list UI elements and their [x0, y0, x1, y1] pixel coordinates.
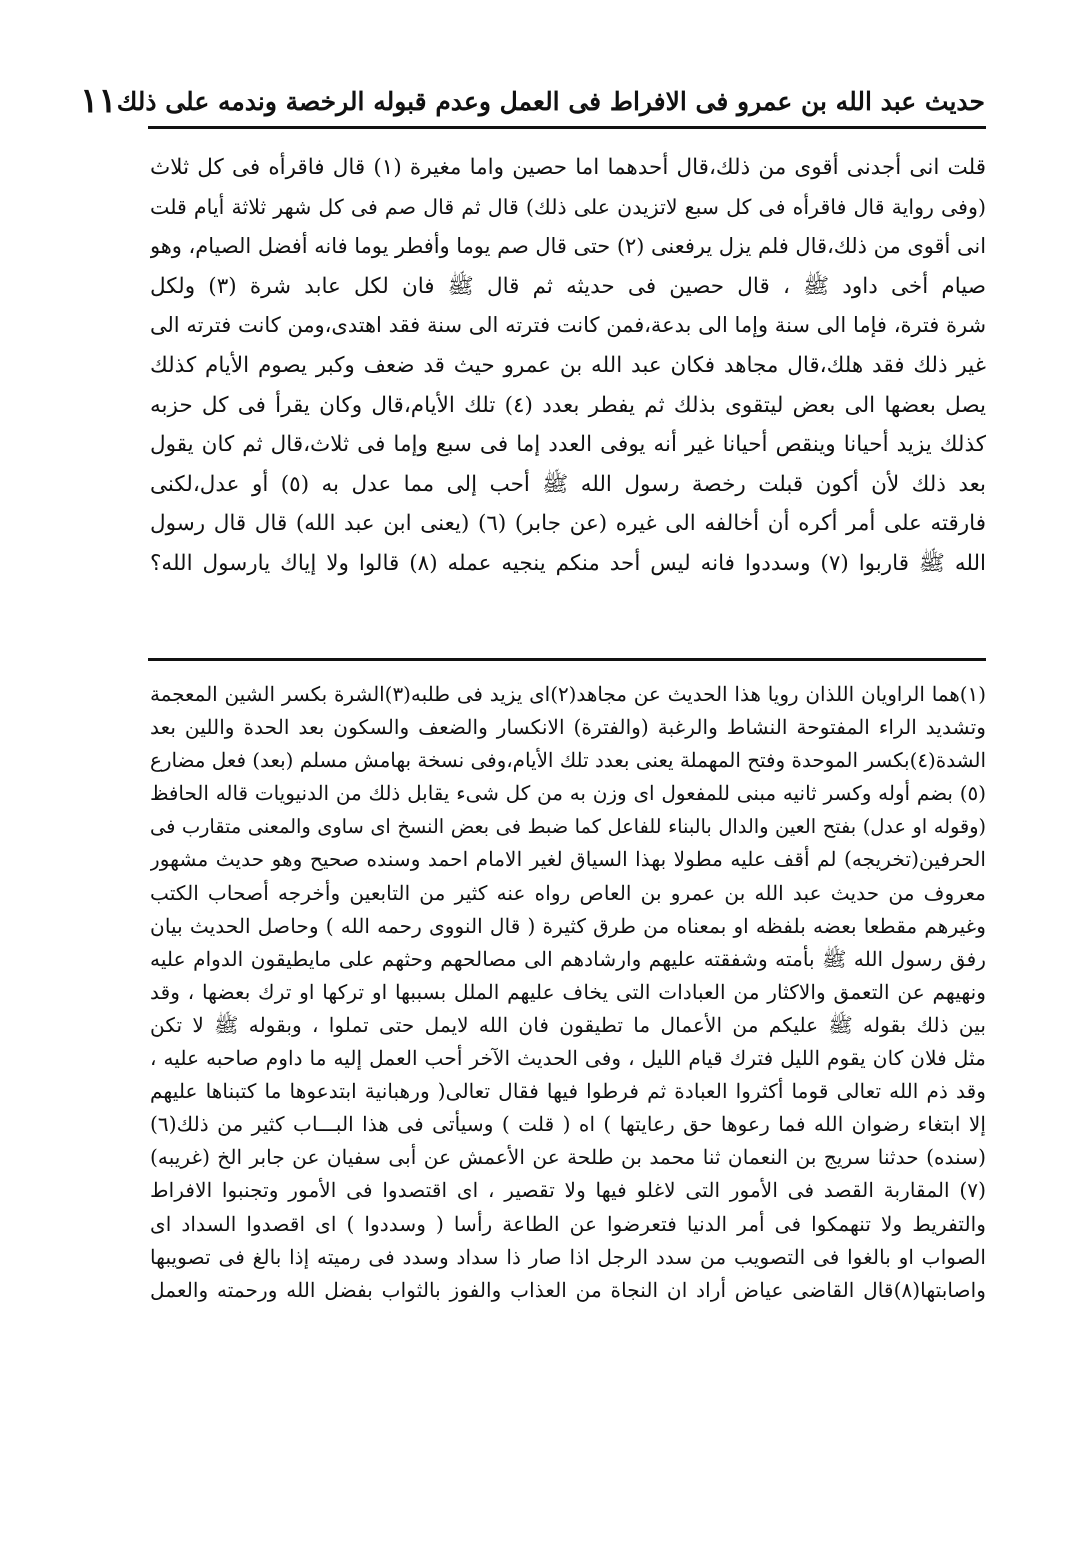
main-text	[150, 148, 986, 584]
main-text-line: بعد ذلك لأن أكون قبلت رخصة رسول الله ﷺ أحب إلى مما عدل به (٥) أو عدل،لكنى	[150, 471, 986, 497]
header-rule	[148, 126, 986, 129]
footnote-line: مثل فلان كان يقوم الليل فترك قيام الليل ، وفى الحديث الآخر أحب العمل إليه ما داوم صاحبه عليه ،	[150, 1046, 986, 1071]
footnote-line: إلا ابتغاء رضوان الله فما رعوها حق رعايتها ) اه ( قلت ) وسيأتى فى هذا البـــاب كثير من ذلك(٦)	[150, 1112, 986, 1137]
footnote-line: معروف من حديث عبد الله بن عمرو بن العاص رواه عنه كثير من التابعين وأخرجه أصحاب الكتب	[150, 880, 986, 905]
footnote-line: (وقوله او عدل) بفتح العين والدال بالبناء للفاعل كما ضبط فى بعض النسخ اى ساوى والمعنى متقارب فى	[150, 815, 986, 839]
footnote-line: الشدة(٤)بكسر الموحدة وفتح المهملة يعنى بعدد تلك الأيام،وفى نسخة بهامش مسلم (بعد) فعل مضارع	[150, 749, 986, 773]
main-text-line: صيام أخى داود ﷺ ، قال حصين فى حديثه ثم قال ﷺ فان لكل عابد شرة (٣) ولكل	[150, 273, 986, 299]
main-text-line: قلت انى أجدنى أقوى من ذلك،قال أحدهما اما حصين واما مغيرة (١) قال فاقرأه فى كل ثلاث	[150, 155, 986, 180]
footnote-line: الصواب او بالغوا فى التصويب من سدد الرجل اذا صار ذا سداد وسدد فى رميته إذا بالغ فى تصويبها	[150, 1244, 986, 1269]
main-text-line: غير ذلك فقد هلك،قال مجاهد فكان عبد الله بن عمرو حيث قد ضعف وكبر يصوم الأيام كذلك	[150, 352, 986, 378]
main-text-line: شرة فترة، فإما الى سنة وإما الى بدعة،فمن كانت فترته الى سنة فقد اهتدى،ومن كانت فترته الى	[150, 313, 986, 338]
footnote-line: (سنده) حدثنا سريج بن النعمان ثنا محمد بن طلحة عن الأعمش عن أبى سفيان عن جابر الخ (غريبه)	[150, 1145, 986, 1170]
main-text-line: كذلك يزيد أحيانا وينقص أحيانا غير أنه يوفى العدد إما فى سبع وإما فى ثلاث،قال ثم كان يقول	[150, 432, 986, 458]
footnote-separator	[148, 658, 986, 661]
footnotes	[150, 678, 986, 1307]
footnote-line: وقد ذم الله تعالى قوما أكثروا العبادة ثم فرطوا فيها فقال تعالى( ورهبانية ابتدعوها ما كتبناها عليهم	[150, 1079, 986, 1104]
footnote-line: رفق رسول الله ﷺ بأمته وشفقته عليهم وارشادهم الى مصالحهم وحثهم على مايطيقون الدوام عليه	[150, 946, 986, 971]
main-text-line: فارقته على أمر أكره أن أخالفه الى غيره (عن جابر) (٦) (يعنى ابن عبد الله) قال قال رسول	[150, 511, 986, 537]
footnote-line: الحرفين(تخريجه) لم أقف عليه مطولا بهذا السياق لغير الامام احمد وسنده صحيح وهو حديث مشهور	[150, 847, 986, 872]
main-text-line: انى أقوى من ذلك،قال فلم يزل يرفعنى (٢) حتى قال صم يوما وأفطر يوما فانه أفضل الصيام، وهو	[150, 234, 986, 259]
footnote-line: واصابتها(٨)قال القاضى عياض أراد ان النجاة من العذاب والفوز بالثواب بفضل الله ورحمته والعمل	[150, 1277, 986, 1302]
footnote-line: وتشديد الراء المفتوحة النشاط والرغبة (والفترة) الانكسار والضعف والسكون بعد الحدة واللين بعد	[150, 715, 986, 740]
main-text-line: يصل بعضها الى بعض ليتقوى بذلك ثم يفطر بعدد (٤) تلك الأيام،قال وكان يقرأ فى كل حزبه	[150, 392, 986, 418]
page-header	[80, 80, 985, 122]
running-title: حديث عبد الله بن عمرو فى الافراط فى العمل وعدم قبوله الرخصة وندمه على ذلك	[116, 86, 985, 116]
footnote-line: (٥) بضم أوله وكسر ثانيه مبنى للمفعول اى وزن به من كل شىء يقابل ذلك من الدنيويات قاله الحافظ	[150, 782, 986, 806]
footnote-line: (١)هما الراويان اللذان رويا هذا الحديث عن مجاهد(٢)اى يزيد فى طلبه(٣)الشرة بكسر الشين المعجمة	[150, 683, 986, 706]
page-number: ١١	[80, 81, 117, 121]
footnote-line: بين ذلك بقوله ﷺ عليكم من الأعمال ما تطيقون فان الله لايمل حتى تملوا ، وبقوله ﷺ لا تكن	[150, 1012, 986, 1037]
footnote-line: والتفريط ولا تنهمكوا فى أمر الدنيا فتعرضوا عن الطاعة رأسا ( وسددوا ) اى اقصدوا السداد اى	[150, 1211, 986, 1236]
footnote-line: (٧) المقاربة القصد فى الأمور التى لاغلو فيها ولا تقصير ، اى اقتصدوا فى الأمور وتجنبوا الافراط	[150, 1178, 986, 1203]
main-text-line: (وفى رواية قال فاقرأه فى كل سبع لاتزيدن على ذلك) قال ثم قال صم فى كل شهر ثلاثة أيام قلت	[150, 194, 986, 219]
footnote-line: ونهيهم عن التعمق والاكثار من العبادات التى يخاف عليهم الملل بسببها او تركها او ترك بعضها ، وقد	[150, 979, 986, 1004]
main-text-line: الله ﷺ قاربوا (٧) وسددوا فانه ليس أحد منكم ينجيه عمله (٨) قالوا ولا إياك يارسول الله؟	[150, 550, 986, 576]
footnote-line: وغيرهم مقطعا بعضه بلفظه او بمعناه من طرق كثيرة ( قال النووى رحمه الله ) وحاصل الحديث بيان	[150, 913, 986, 938]
